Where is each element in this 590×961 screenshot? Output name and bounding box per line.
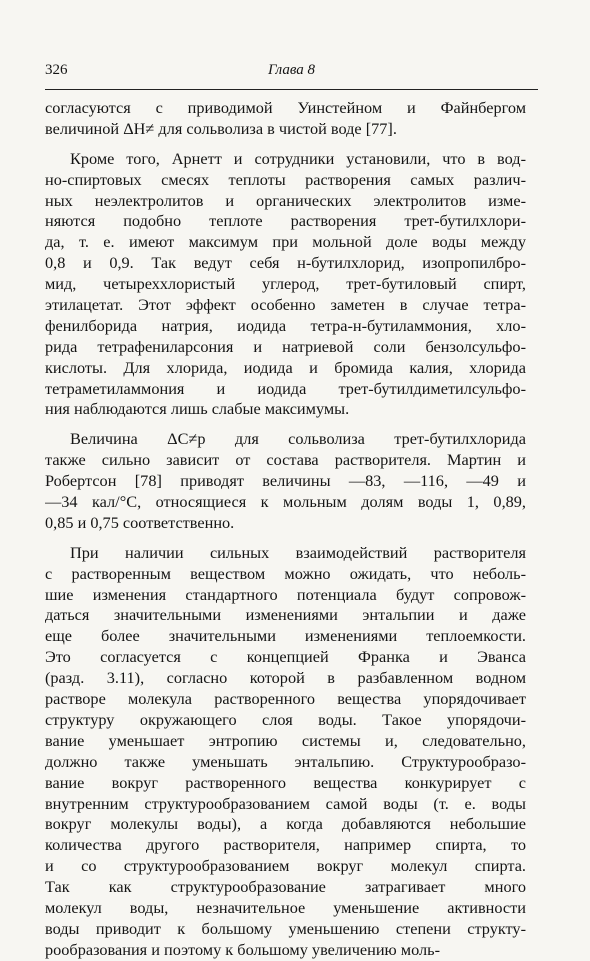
paragraph-gap (45, 140, 526, 149)
text-line: шие изменения стандартного потенциала будут сопровож- (45, 584, 526, 604)
text-line: внутренним структурообразованием самой воды (т. е. воды (45, 793, 526, 813)
text-line: кислоты. Для хлорида, иодида и бромида калия, хлорида (45, 357, 526, 377)
page-header (45, 62, 538, 86)
text-line: Это согласуется с концепцией Франка и Эванса (45, 647, 526, 667)
paragraph (45, 429, 526, 533)
text-line: Величина ΔC≠p для сольволиза трет-бутилхлорида (70, 429, 526, 449)
text-line: няются подобно теплоте растворения трет-бутилхлори- (45, 211, 526, 231)
text-line: 0,85 и 0,75 соответственно. (45, 512, 235, 532)
text-line: Кроме того, Арнетт и сотрудники установили, что в вод- (70, 148, 526, 168)
text-line: рида тетрафениларсония и натриевой соли бензолсульфо- (45, 336, 526, 356)
text-line: должно также уменьшать энтальпию. Структурообразо- (45, 751, 526, 771)
text-line: воды приводит к большому уменьшению степени структу- (45, 918, 526, 938)
text-line: рообразования и поэтому к большому увеличению моль- (45, 939, 440, 959)
page-number: 326 (45, 62, 68, 78)
paragraph (45, 98, 526, 140)
text-line: —34 кал/°C, относящиеся к мольным долям воды 1, 0,89, (45, 492, 526, 512)
paragraph-gap (45, 420, 526, 429)
text-line: Робертсон [78] приводят величины —83, —116, —49 и (45, 471, 526, 491)
text-line: фенилборида натрия, иодида тетра-н-бутиламмония, хло- (45, 315, 526, 335)
text-line: и со структурообразованием вокруг молекул спирта. (45, 856, 526, 876)
text-line: согласуются с приводимой Уинстейном и Файнбергом (45, 98, 526, 117)
paragraph-gap (45, 534, 526, 543)
text-line: молекул воды, незначительное уменьшение активности (45, 897, 526, 917)
text-line: но-спиртовых смесях теплоты растворения самых различ- (45, 169, 526, 189)
text-line: даться значительными изменениями энтальпии и даже (45, 605, 526, 625)
text-line: растворе молекула растворенного вещества упорядочивает (45, 689, 526, 709)
text-line: этилацетат. Этот эффект особенно заметен в случае тетра- (45, 295, 526, 315)
text-line: ния наблюдаются лишь слабые максимумы. (45, 399, 350, 419)
text-line: вание вокруг растворенного вещества конкурирует с (45, 772, 526, 792)
text-line: количества другого растворителя, например спирта, то (45, 835, 526, 855)
text-line: с растворенным веществом можно ожидать, что неболь- (45, 563, 526, 583)
chapter-title: Глава 8 (267, 62, 316, 78)
text-line: тетраметиламмония и иодида трет-бутилдиметилсульфо- (45, 378, 526, 398)
text-line: также сильно зависит от состава растворителя. Мартин и (45, 450, 526, 470)
text-line: Так как структурообразование затрагивает много (45, 877, 526, 897)
text-line: вание уменьшает энтропию системы и, следовательно, (45, 730, 526, 750)
text-line: вокруг молекулы воды), а когда добавляются небольшие (45, 814, 526, 834)
text-line: (разд. 3.11), согласно которой в разбавленном водном (45, 668, 526, 688)
text-line: величиной ΔH≠ для сольволиза в чистой воде [77]. (45, 118, 397, 138)
text-line: мид, четыреххлористый углерод, трет-бутиловый спирт, (45, 274, 526, 294)
text-line: да, т. е. имеют максимум при мольной доле воды между (45, 232, 526, 252)
text-line: ных неэлектролитов и органических электролитов изме- (45, 190, 526, 210)
text-line: еще более значительными изменениями теплоемкости. (45, 626, 526, 646)
text-line: структуру окружающего слоя воды. Такое упорядочи- (45, 709, 526, 729)
body-text (45, 98, 526, 961)
paragraph (45, 149, 526, 421)
header-rule (45, 89, 538, 90)
text-line: 0,8 и 0,9. Так ведут себя н-бутилхлорид, изопропилбро- (45, 253, 526, 273)
text-line: При наличии сильных взаимодействий растворителя (70, 542, 526, 562)
paragraph (45, 543, 526, 961)
